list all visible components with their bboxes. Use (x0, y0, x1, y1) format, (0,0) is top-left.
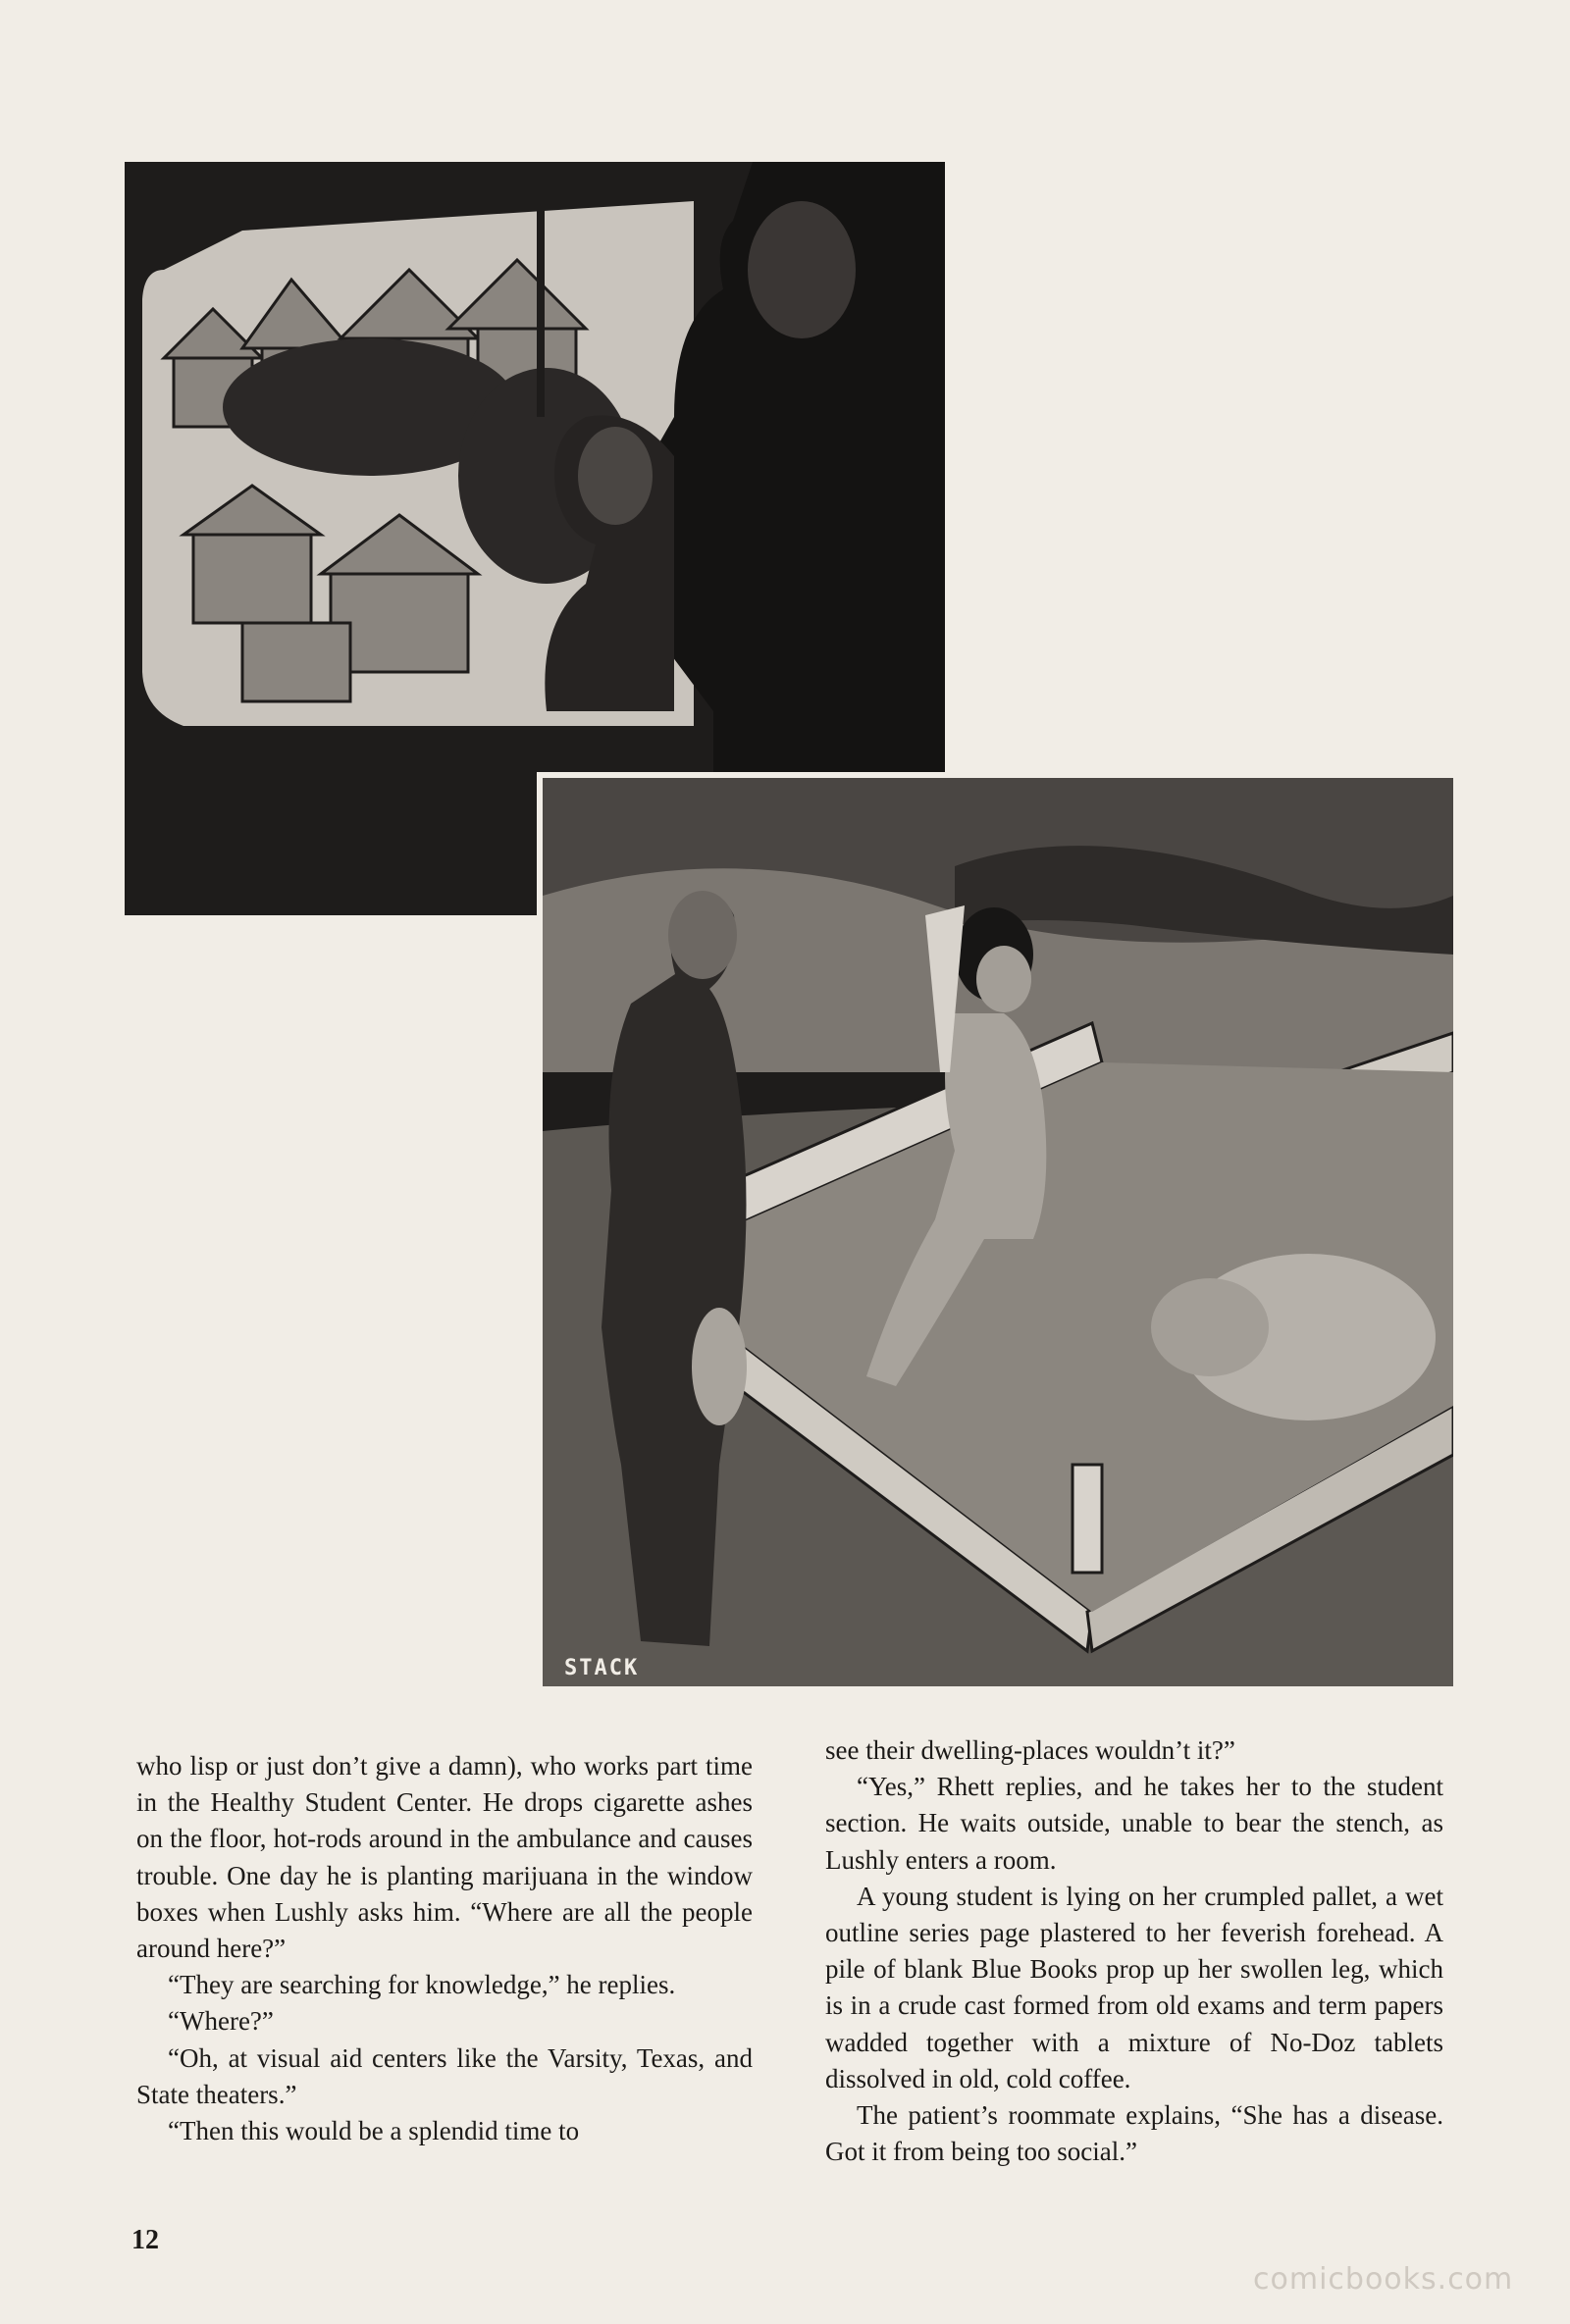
sandbox-scene-illustration-icon (543, 778, 1453, 1686)
paragraph: “Then this would be a splendid time to (168, 2116, 580, 2146)
article-right-column (825, 1732, 1443, 2170)
paragraph: “Oh, at visual aid centers like the Varsity, Texas, and State theaters.” (136, 2042, 753, 2109)
paragraph: “Yes,” Rhett replies, and he takes her to the student section. He waits outside, unable to bear the stench, as Lushly enters a room. (825, 1772, 1443, 1875)
watermark: comicbooks.com (1253, 2262, 1514, 2297)
paragraph: A young student is lying on her crumpled pallet, a wet outline series page plastered to her feverish forehead. A pile of blank Blue Books prop up her swollen leg, which is in a crude cast formed from old exams and term papers wadded together with a mixture of No-Doz tablets dissolved in old, cold coffee. (825, 1881, 1443, 2093)
paragraph: who lisp or just don’t give a damn), who works part time in the Healthy Student Center. He drops cigarette ashes on the floor, hot-rods around in the ambulance and causes trouble. One day he is planting marijuana in the window boxes when Lushly asks him. “Where are all the people around here?” (136, 1751, 753, 1964)
paragraph: see their dwelling-places wouldn’t it?” (825, 1735, 1235, 1765)
artist-signature: STACK (564, 1656, 640, 1680)
paragraph: “They are searching for knowledge,” he replies. (168, 1970, 676, 2000)
page-number: 12 (131, 2225, 159, 2255)
paragraph: “Where?” (168, 2006, 274, 2037)
paragraph: The patient’s roommate explains, “She has a disease. Got it from being too social.” (825, 2100, 1443, 2167)
article-left-column (136, 1748, 753, 2149)
bottom-illustration (537, 772, 1459, 1692)
